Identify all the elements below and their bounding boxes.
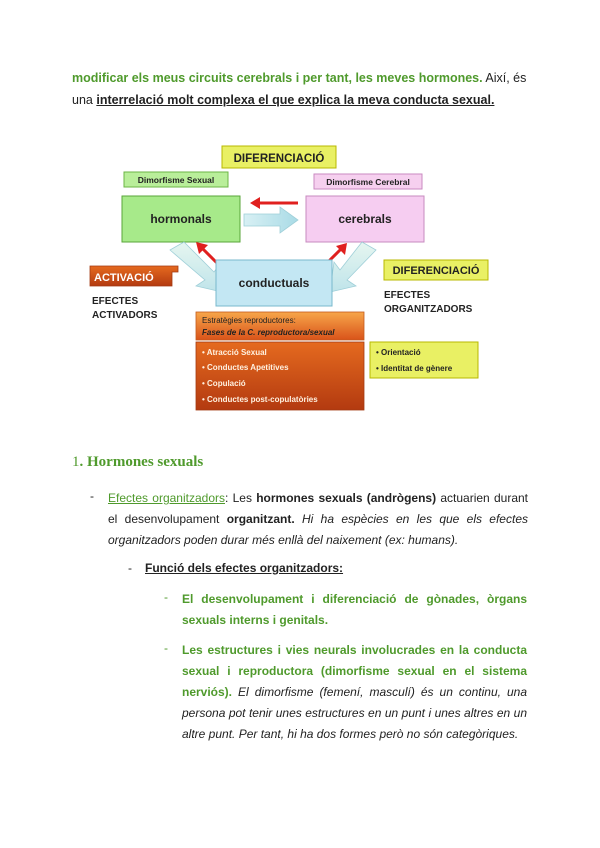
red-arrow-head-top xyxy=(250,197,260,209)
b1-text-a: : Les xyxy=(225,491,257,505)
efectes-organitzadors-paragraph xyxy=(108,488,528,551)
efectes-activadors-line1: EFECTES xyxy=(92,296,139,307)
efectes-organitzadors-link[interactable]: Efectes organitzadors xyxy=(108,491,225,505)
b4-bold: Les estructures i vies neurals involucrades en la conducta sexual i reproductora (dimorfisme sexual en el sistema nerviós). xyxy=(182,643,527,699)
phase-item: • Conductes Apetitives xyxy=(202,363,289,372)
efectes-organitzadors-line2: ORGANITZADORS xyxy=(384,304,473,315)
bullet-dash: - xyxy=(90,489,94,503)
phase-item: • Atracció Sexual xyxy=(202,348,267,357)
efectes-activadors-line2: ACTIVADORS xyxy=(92,310,158,321)
intro-underlined-text: interrelació molt complexa el que explica la meva conducta sexual. xyxy=(96,93,495,107)
b1-bold-1: hormones sexuals (andrògens) xyxy=(256,491,437,505)
conductuals-label: conductuals xyxy=(238,276,310,290)
arrow-hormonals-to-cerebrals xyxy=(244,207,298,233)
phase-item: • Conductes post-copulatòries xyxy=(202,395,318,404)
funcio-heading: Funció dels efectes organitzadors: xyxy=(145,561,344,575)
dimorfisme-sexual-label: Dimorfisme Sexual xyxy=(137,175,215,185)
section-heading xyxy=(72,454,203,471)
dimorfisme-cerebral-label: Dimorfisme Cerebral xyxy=(326,177,410,187)
b4-italic: El dimorfisme (femení, masculí) és un continu, una persona pot tenir unes estructures en un punt i unes altres en un altre punt. Per tant, hi ha dos formes però no són categòriques. xyxy=(182,685,527,741)
phase-item: • Copulació xyxy=(202,379,246,388)
identitat-label: • Identitat de gènere xyxy=(376,364,453,373)
arrow-cerebrals-to-conductuals xyxy=(330,242,376,292)
estrategies-line1: Estratègies reproductores: xyxy=(202,316,296,325)
section-title: . Hormones sexuals xyxy=(79,454,204,470)
estructures-paragraph xyxy=(182,640,527,745)
activacio-label: ACTIVACIÓ xyxy=(94,272,154,284)
intro-plain-text: Així, és una xyxy=(72,71,527,107)
b1-bold-2: organitzant. xyxy=(226,512,295,526)
hormonals-label: hormonals xyxy=(150,212,212,226)
bullet-dash: - xyxy=(164,641,168,655)
bullet-dash: - xyxy=(164,590,168,604)
bullet-dash: - xyxy=(128,561,132,575)
diferenciacio-top-label: DIFERENCIACIÓ xyxy=(233,153,325,165)
gonades-paragraph: El desenvolupament i diferenciació de gònades, òrgans sexuals interns i genitals. xyxy=(182,592,527,627)
b1-italic: Hi ha espècies en les que els efectes organitzadors poden durar més enllà del naixement (ex: humans). xyxy=(108,512,528,547)
intro-green-text: modificar els meus circuits cerebrals i per tant, les meves hormones. xyxy=(72,71,483,85)
orientacio-label: • Orientació xyxy=(376,348,421,357)
b1-text-b: actuarien durant el desenvolupament xyxy=(108,491,529,526)
cerebrals-label: cerebrals xyxy=(338,212,392,226)
diferenciacio-right-label: DIFERENCIACIÓ xyxy=(392,265,480,277)
section-number: 1 xyxy=(72,454,80,470)
estrategies-line2: Fases de la C. reproductora/sexual xyxy=(202,328,335,337)
efectes-organitzadors-line1: EFECTES xyxy=(384,290,431,301)
